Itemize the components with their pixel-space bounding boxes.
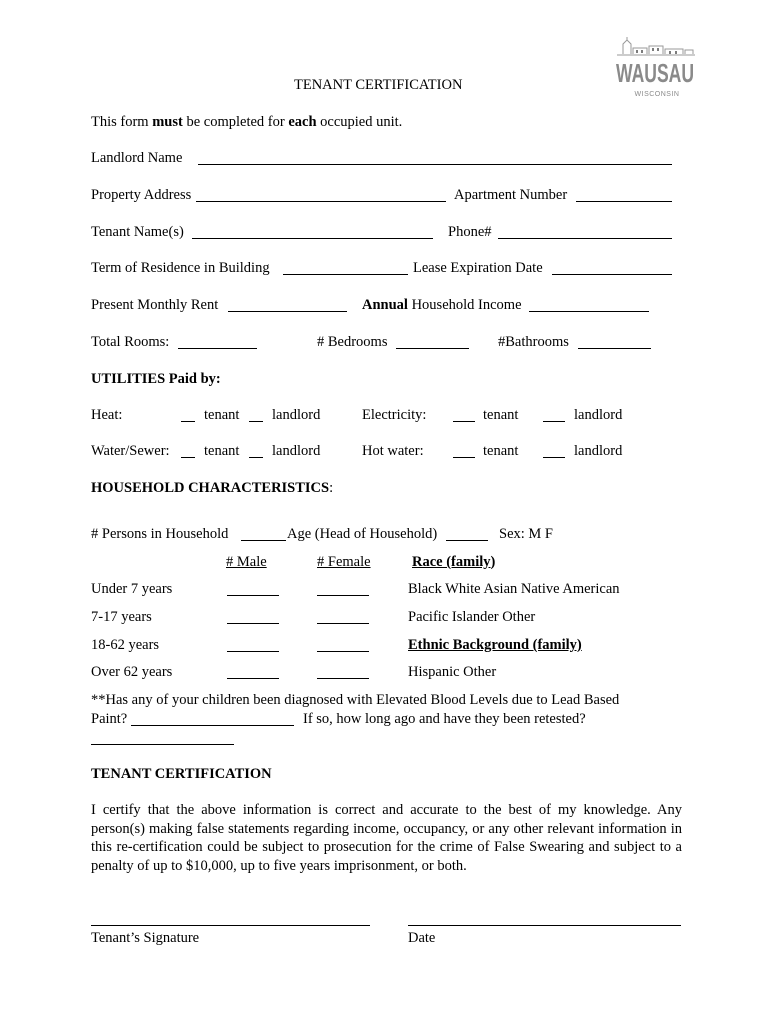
race-header: Race (family) bbox=[412, 554, 496, 570]
rent-field[interactable] bbox=[228, 311, 347, 312]
persons-label: # Persons in Household bbox=[91, 526, 229, 542]
property-address-field[interactable] bbox=[196, 201, 446, 202]
tenant-names-field[interactable] bbox=[192, 238, 433, 239]
race-options-2[interactable]: Pacific Islander Other bbox=[408, 609, 536, 625]
tenant-signature-field[interactable] bbox=[91, 925, 370, 926]
electricity-tenant-label: tenant bbox=[483, 407, 519, 423]
rent-label: Present Monthly Rent bbox=[91, 297, 219, 313]
tenant-names-label: Tenant Name(s) bbox=[91, 224, 184, 240]
water-tenant-check[interactable] bbox=[181, 457, 195, 458]
intro-line: This form must be completed for each occupied unit. bbox=[91, 114, 403, 130]
under7-female-field[interactable] bbox=[317, 595, 369, 596]
sex-options[interactable]: Sex: M F bbox=[499, 526, 553, 542]
paint-label: Paint? bbox=[91, 711, 128, 727]
household-income-field[interactable] bbox=[529, 311, 649, 312]
electricity-label: Electricity: bbox=[362, 407, 427, 423]
water-sewer-label: Water/Sewer: bbox=[91, 443, 170, 459]
over62-female-field[interactable] bbox=[317, 678, 369, 679]
age-row-label: Over 62 years bbox=[91, 664, 173, 680]
wausau-logo bbox=[613, 36, 697, 104]
ethnic-options[interactable]: Hispanic Other bbox=[408, 664, 497, 680]
hot-water-tenant-check[interactable] bbox=[453, 457, 475, 458]
apartment-number-label: Apartment Number bbox=[454, 187, 568, 203]
18to62-female-field[interactable] bbox=[317, 651, 369, 652]
female-header: # Female bbox=[317, 554, 371, 570]
electricity-landlord-check[interactable] bbox=[543, 421, 565, 422]
heat-label: Heat: bbox=[91, 407, 123, 423]
7to17-female-field[interactable] bbox=[317, 623, 369, 624]
phone-label: Phone# bbox=[448, 224, 492, 240]
under7-male-field[interactable] bbox=[227, 595, 279, 596]
term-label: Term of Residence in Building bbox=[91, 260, 270, 276]
total-rooms-field[interactable] bbox=[178, 348, 257, 349]
age-row-label: 7-17 years bbox=[91, 609, 152, 625]
hot-water-landlord-label: landlord bbox=[574, 443, 623, 459]
date-field[interactable] bbox=[408, 925, 681, 926]
household-heading: HOUSEHOLD CHARACTERISTICS: bbox=[91, 480, 334, 496]
heat-tenant-label: tenant bbox=[204, 407, 240, 423]
certification-text: I certify that the above information is correct and accurate to the best of my knowledge. Any person(s) making false statements regarding income, occupancy, or any other relevant information in this re-certification could be subject to prosecution for the crime of False Swearing and subject to a penalty of up to $10,000, up to five years imprisonment, or both. bbox=[91, 802, 682, 874]
logo-wordmark: WAUSAU bbox=[616, 58, 694, 88]
logo-state: WISCONSIN bbox=[634, 91, 680, 98]
landlord-field[interactable] bbox=[198, 164, 672, 165]
7to17-male-field[interactable] bbox=[227, 623, 279, 624]
age-row-label: Under 7 years bbox=[91, 581, 173, 597]
property-address-label: Property Address bbox=[91, 187, 192, 203]
lease-expiration-field[interactable] bbox=[552, 274, 672, 275]
bathrooms-label: #Bathrooms bbox=[498, 334, 569, 350]
retested-question: If so, how long ago and have they been retested? bbox=[303, 711, 586, 727]
persons-field[interactable] bbox=[241, 540, 286, 541]
total-rooms-label: Total Rooms: bbox=[91, 334, 170, 350]
bedrooms-label: # Bedrooms bbox=[317, 334, 388, 350]
lead-question: **Has any of your children been diagnosed with Elevated Blood Levels due to Lead Based bbox=[91, 692, 620, 708]
over62-male-field[interactable] bbox=[227, 678, 279, 679]
hot-water-label: Hot water: bbox=[362, 443, 424, 459]
term-field[interactable] bbox=[283, 274, 408, 275]
lease-expiration-label: Lease Expiration Date bbox=[413, 260, 543, 276]
18to62-male-field[interactable] bbox=[227, 651, 279, 652]
utilities-heading: UTILITIES Paid by: bbox=[91, 371, 221, 387]
age-row-label: 18-62 years bbox=[91, 637, 160, 653]
hot-water-landlord-check[interactable] bbox=[543, 457, 565, 458]
electricity-tenant-check[interactable] bbox=[453, 421, 475, 422]
landlord-label: Landlord Name bbox=[91, 150, 183, 166]
apartment-number-field[interactable] bbox=[576, 201, 672, 202]
age-head-field[interactable] bbox=[446, 540, 488, 541]
hot-water-tenant-label: tenant bbox=[483, 443, 519, 459]
retested-answer-field[interactable] bbox=[91, 744, 234, 745]
tenant-signature-label: Tenant’s Signature bbox=[91, 930, 200, 946]
race-options-1[interactable]: Black White Asian Native American bbox=[408, 581, 620, 597]
bathrooms-field[interactable] bbox=[578, 348, 651, 349]
electricity-landlord-label: landlord bbox=[574, 407, 623, 423]
certification-heading: TENANT CERTIFICATION bbox=[91, 766, 272, 782]
heat-tenant-check[interactable] bbox=[181, 421, 195, 422]
household-income-label: Annual Household Income bbox=[362, 297, 522, 313]
water-landlord-label: landlord bbox=[272, 443, 321, 459]
male-header: # Male bbox=[226, 554, 267, 570]
ethnic-header: Ethnic Background (family) bbox=[408, 637, 582, 653]
heat-landlord-label: landlord bbox=[272, 407, 321, 423]
form-title: TENANT CERTIFICATION bbox=[294, 77, 463, 93]
heat-landlord-check[interactable] bbox=[249, 421, 263, 422]
age-head-label: Age (Head of Household) bbox=[287, 526, 438, 542]
date-label: Date bbox=[408, 930, 436, 946]
phone-field[interactable] bbox=[498, 238, 672, 239]
lead-answer-field[interactable] bbox=[131, 725, 294, 726]
bedrooms-field[interactable] bbox=[396, 348, 469, 349]
water-tenant-label: tenant bbox=[204, 443, 240, 459]
water-landlord-check[interactable] bbox=[249, 457, 263, 458]
